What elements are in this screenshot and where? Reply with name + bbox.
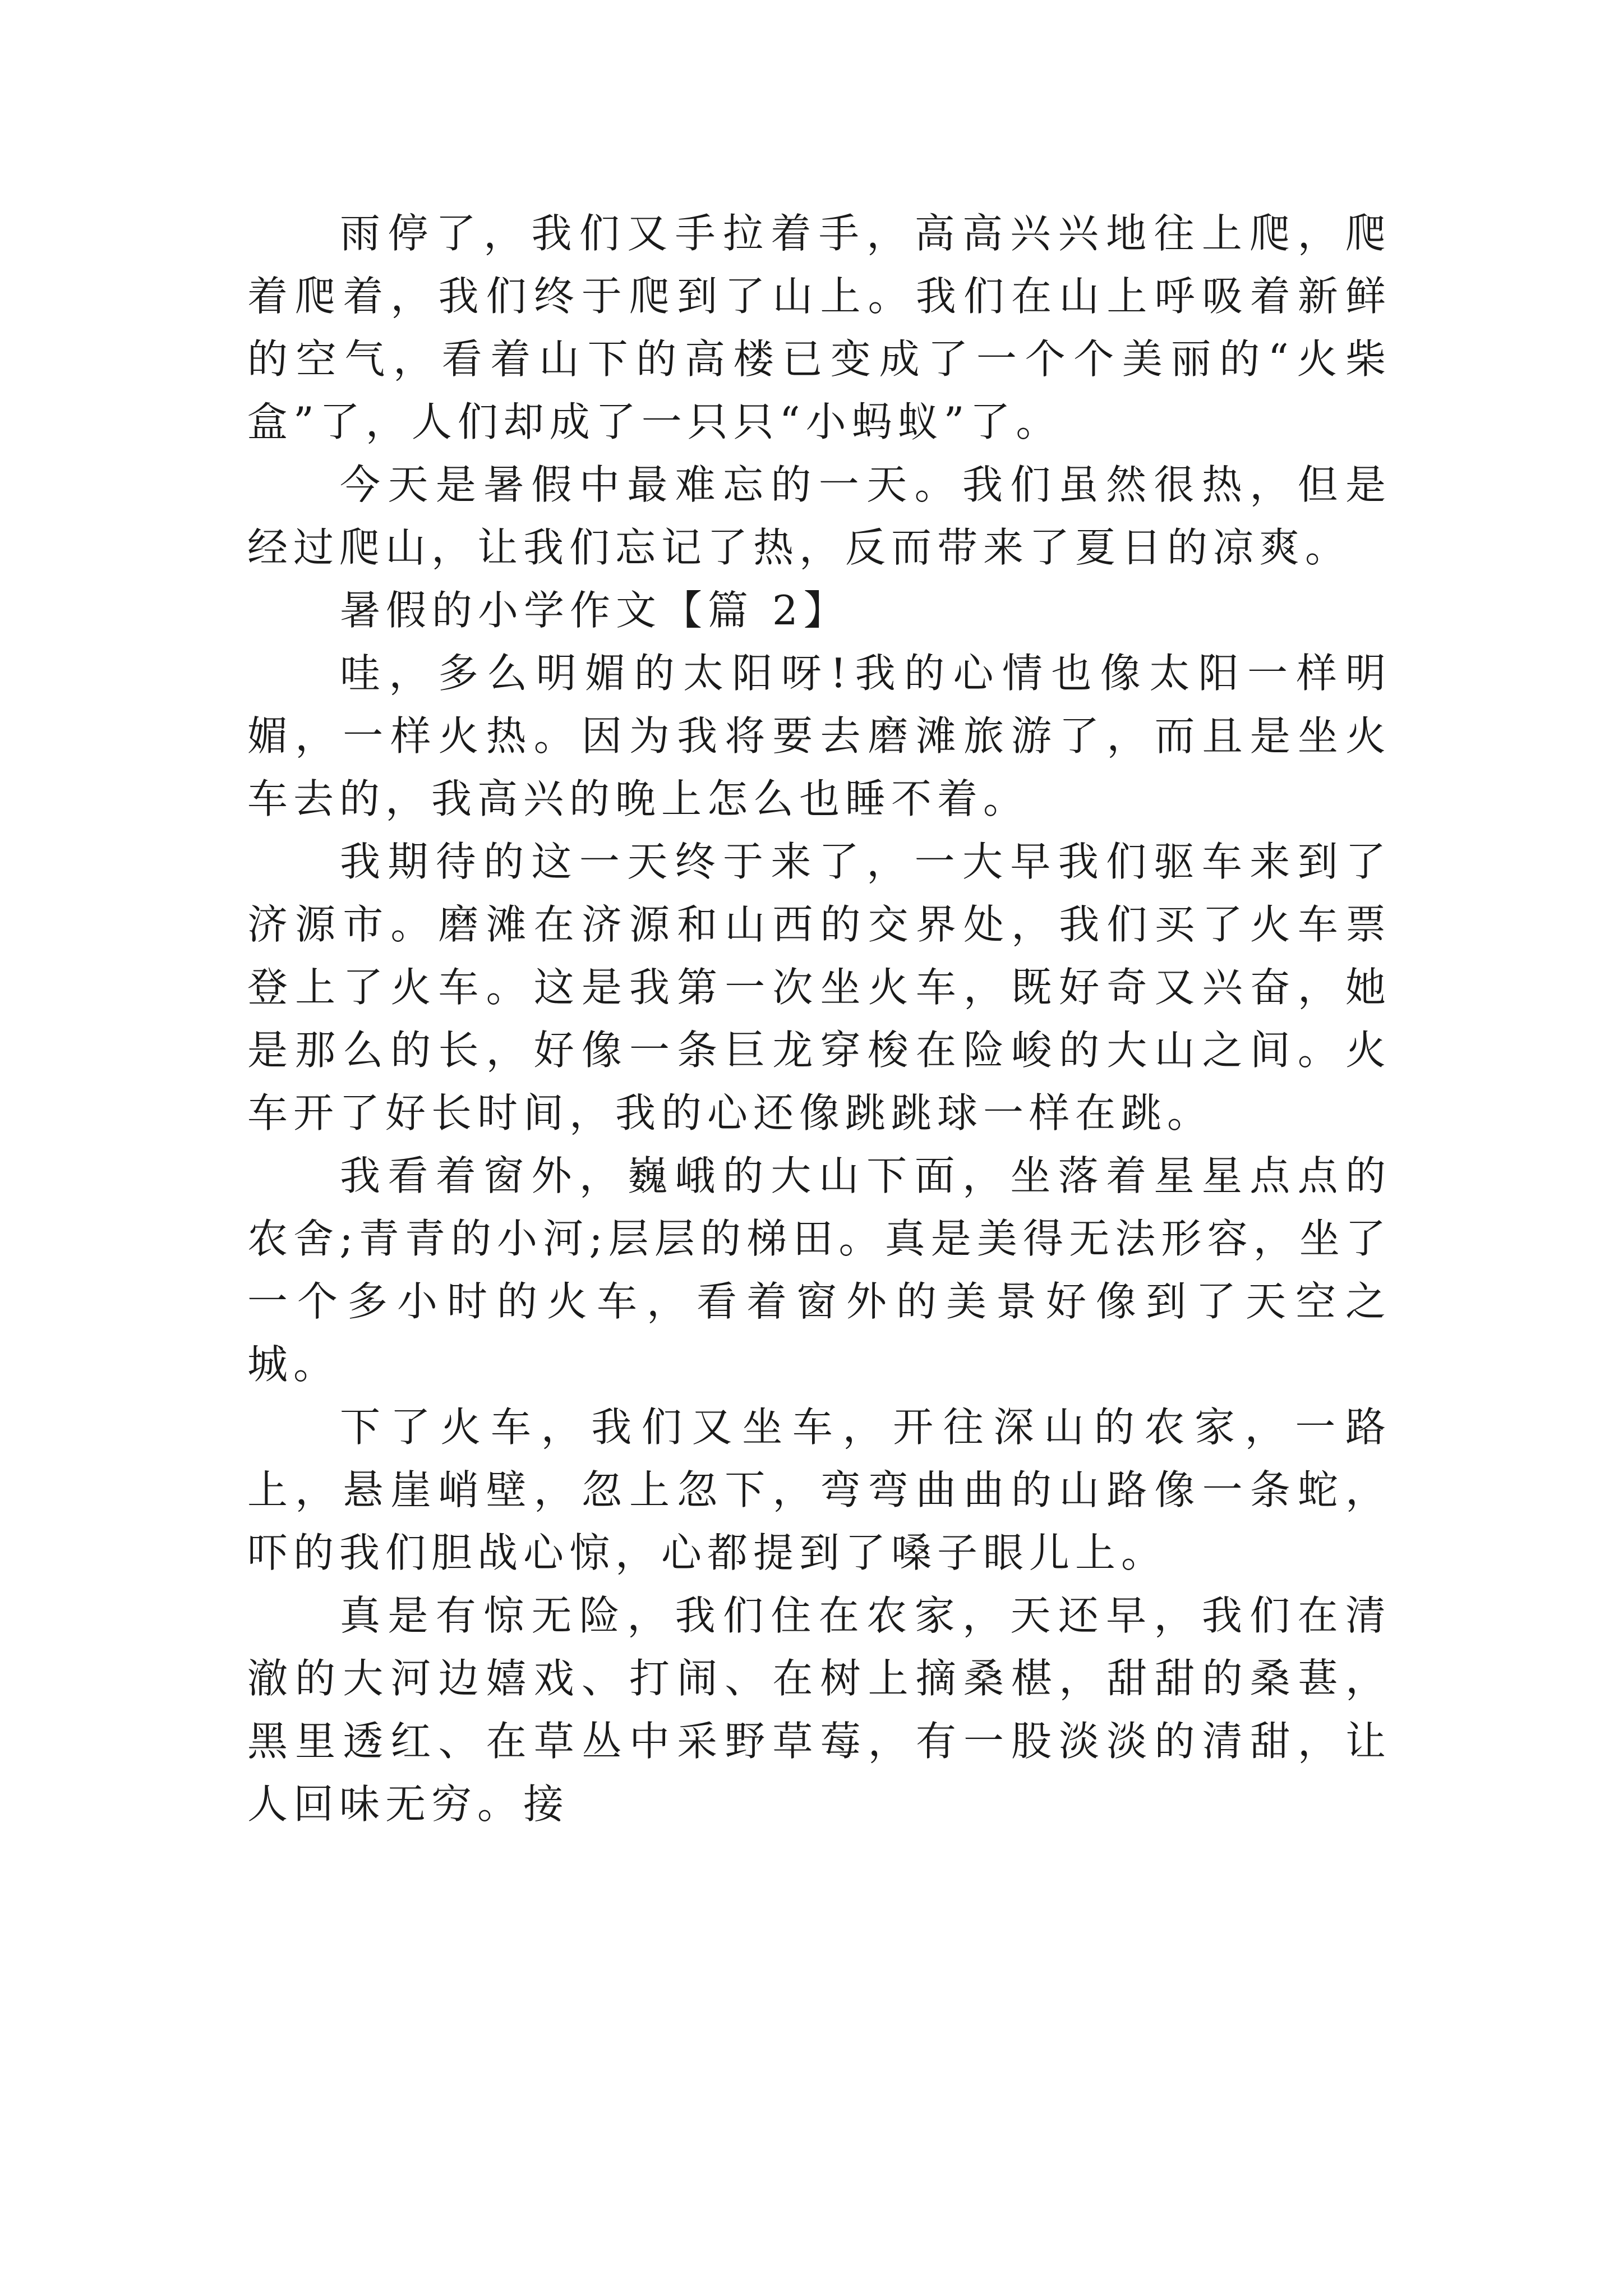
paragraph-4: 我期待的这一天终于来了，一大早我们驱车来到了济源市。磨滩在济源和山西的交界处，我们买了火车票登上了火车。这是我第一次坐火车，既好奇又兴奋，她是那么的长，好像一条巨龙穿梭在险峻的大山之间。火车开了好长时间，我的心还像跳跳球一样在跳。 (247, 838, 1391, 1137)
paragraph-3: 哇，多么明媚的太阳呀!我的心情也像太阳一样明媚，一样火热。因为我将要去磨滩旅游了，而且是坐火车去的，我高兴的晚上怎么也睡不着。 (247, 650, 1391, 822)
paragraph-7: 真是有惊无险，我们住在农家，天还早，我们在清澈的大河边嬉戏、打闹、在树上摘桑椹，甜甜的桑葚，黑里透红、在草丛中采野草莓，有一股淡淡的清甜，让人回味无穷。接 (247, 1592, 1391, 1828)
document-body (247, 202, 1391, 1835)
paragraph-1: 雨停了，我们又手拉着手，高高兴兴地往上爬，爬着爬着，我们终于爬到了山上。我们在山上呼吸着新鲜的空气，看着山下的高楼已变成了一个个美丽的“火柴盒”了，人们却成了一只只“小蚂蚁”了。 (247, 210, 1391, 445)
paragraph-5: 我看着窗外，巍峨的大山下面，坐落着星星点点的农舍;青青的小河;层层的梯田。真是美得无法形容，坐了一个多小时的火车，看着窗外的美景好像到了天空之城。 (247, 1152, 1391, 1388)
paragraph-6: 下了火车，我们又坐车，开往深山的农家，一路上，悬崖峭壁，忽上忽下，弯弯曲曲的山路像一条蛇，吓的我们胆战心惊，心都提到了嗓子眼儿上。 (247, 1404, 1391, 1576)
section-heading: 暑假的小学作文【篇 2】 (340, 587, 850, 634)
paragraph-2: 今天是暑假中最难忘的一天。我们虽然很热，但是经过爬山，让我们忘记了热，反而带来了夏日的凉爽。 (247, 461, 1391, 571)
